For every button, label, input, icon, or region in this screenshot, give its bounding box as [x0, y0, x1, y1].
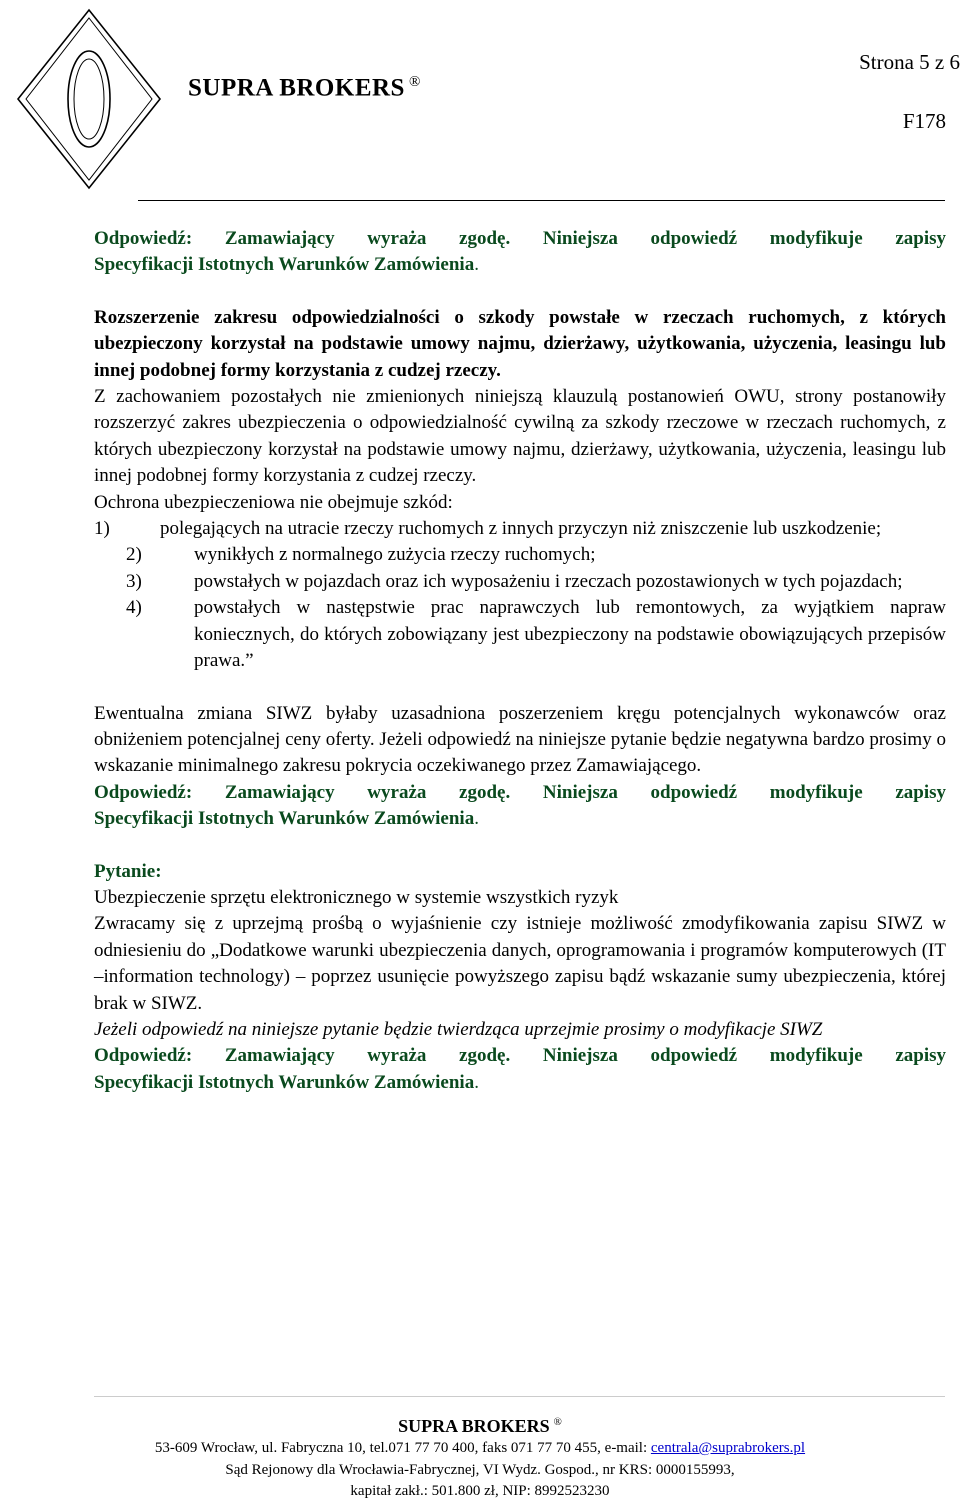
- footer-brand: SUPRA BROKERS ®: [398, 1416, 562, 1436]
- exclusion-item: 4) powstałych w następstwie prac naprawczych lub remontowych, za wyjątkiem napraw koniecznych, do których zobowiązany jest ubezpieczony na podstawie obowiązujących przepisów prawa.”: [126, 597, 946, 672]
- document-body: [94, 226, 946, 1096]
- question-italic-note: Jeżeli odpowiedź na niniejsze pytanie będzie twierdząca uprzejmie prosimy o modyfikacje SIWZ: [94, 1018, 823, 1040]
- section-heading: Rozszerzenie zakresu odpowiedzialności o szkody powstałe w rzeczach ruchomych, z których ubezpieczony korzystał na podstawie umowy najmu, dzierżawy, użytkowania, użyczenia, leasingu lub innej podobnej formy korzystania z cudzej rzeczy.: [94, 306, 946, 381]
- exclusion-item: 3) powstałych w pojazdach oraz ich wyposażeniu i rzeczach pozostawionych w tych pojazdach;: [126, 570, 903, 592]
- answer-line-2: Specyfikacji Istotnych Warunków Zamówienia.: [94, 254, 479, 276]
- email-link[interactable]: centrala@suprabrokers.pl: [650, 1440, 806, 1456]
- answer-line: Odpowiedź: Zamawiający wyraża zgodę. Niniejsza odpowiedź modyfikuje zapisy: [94, 1045, 946, 1067]
- clause-body: Z zachowaniem pozostałych nie zmienionych niniejszą klauzulą postanowień OWU, strony postanowiły rozszerzyć zakres ubezpieczenia o odpowiedzialność cywilną za szkody rzeczowe w rzeczach ruchomych, z których ubezpieczony korzystał na podstawie umowy najmu, dzierżawy, użytkowania, użyczenia, leasingu lub innej podobnej formy korzystania z cudzej rzeczy.: [94, 386, 946, 487]
- question-body: Zwracamy się z uprzejmą prośbą o wyjaśnienie czy istnieje możliwość zmodyfikowania zapisu SIWZ w odniesieniu do „Dodatkowe warunki ubezpieczenia danych, oprogramowania i programów komputerowych (IT –information technology) – poprzez usunięcie powyższego zapisu bądź wskazanie sumy ubezpieczenia, której brak w SIWZ.: [94, 913, 946, 1014]
- exclusions-intro: Ochrona ubezpieczeniowa nie obejmuje szkód:: [94, 491, 453, 513]
- page-number: Strona 5 z 6: [859, 50, 960, 74]
- answer-line: Odpowiedź: Zamawiający wyraża zgodę. Niniejsza odpowiedź modyfikuje zapisy: [94, 781, 946, 803]
- form-code: F178: [902, 109, 946, 133]
- question-label: Pytanie:: [94, 860, 162, 882]
- exclusion-item: 2) wynikłych z normalnego zużycia rzeczy ruchomych;: [126, 544, 596, 566]
- footer-divider: [94, 1396, 945, 1397]
- supra-brokers-logo: [14, 6, 164, 192]
- exclusion-item: 1) polegających na utracie rzeczy ruchomych z innych przyczyn niż zniszczenie lub uszkodzenie;: [94, 518, 882, 540]
- answer-line-2: Specyfikacji Istotnych Warunków Zamówienia.: [94, 1071, 479, 1093]
- answer-line: Odpowiedź: Zamawiający wyraża zgodę. Niniejsza odpowiedź modyfikuje zapisy: [94, 228, 946, 249]
- justification-text: Ewentualna zmiana SIWZ byłaby uzasadniona poszerzeniem kręgu potencjalnych wykonawców oraz obniżeniem potencjalnej ceny oferty. Jeżeli odpowiedź na niniejsze pytanie będzie negatywna bardzo prosimy o wskazanie minimalnego zakresu pokrycia oczekiwanego przez Zamawiającego.: [94, 702, 946, 777]
- header-brand: SUPRA BROKERS ®: [188, 74, 421, 102]
- footer-capital: kapitał zakł.: 501.800 zł, NIP: 8992523230: [350, 1483, 610, 1499]
- footer-address: 53-609 Wrocław, ul. Fabryczna 10, tel.071 77 70 400, faks 071 77 70 455, e-mail: centrala@suprabrokers.pl: [154, 1440, 806, 1456]
- header-divider: [138, 200, 945, 201]
- answer-line-2: Specyfikacji Istotnych Warunków Zamówienia.: [94, 808, 479, 830]
- question-topic: Ubezpieczenie sprzętu elektronicznego w systemie wszystkich ryzyk: [94, 886, 619, 908]
- footer-court: Sąd Rejonowy dla Wrocławia-Fabrycznej, VI Wydz. Gospod., nr KRS: 0000155993,: [225, 1462, 735, 1478]
